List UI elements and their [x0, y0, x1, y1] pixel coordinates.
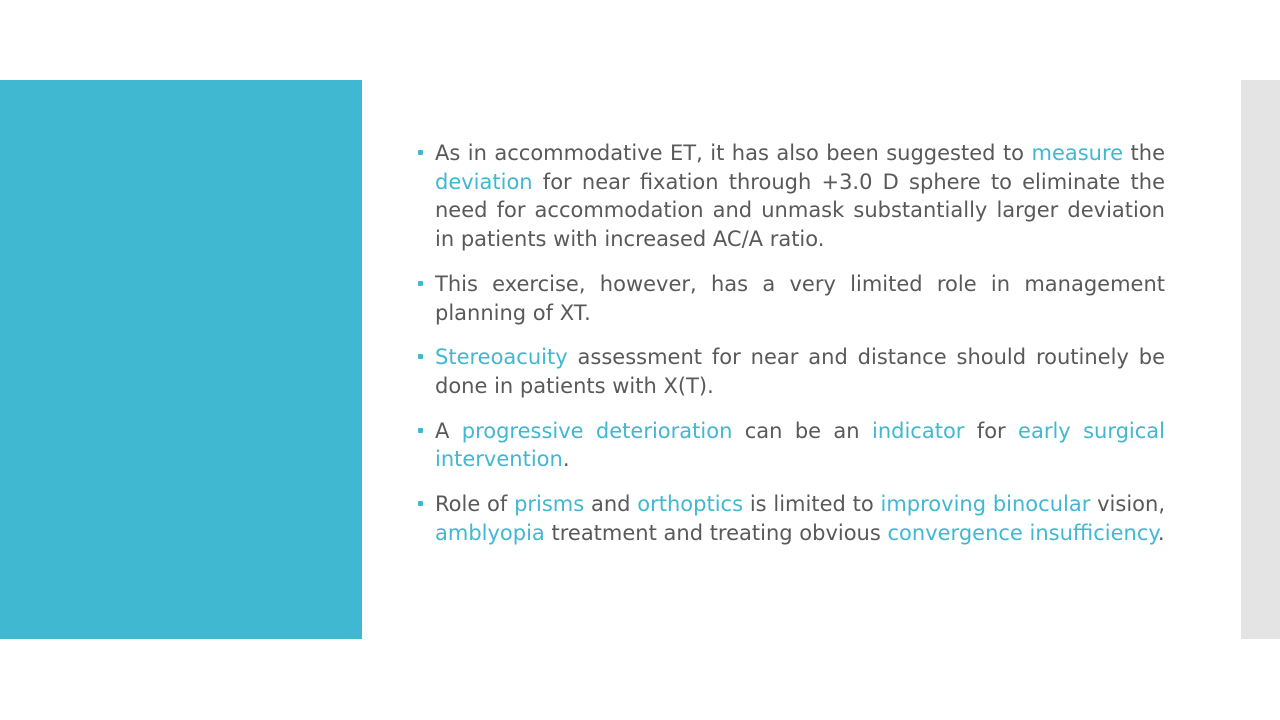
highlighted-term: prisms [514, 492, 585, 517]
bullet-text [435, 492, 1165, 545]
text-segment: treatment and treating obvious [544, 520, 888, 545]
highlighted-term: deviation [435, 169, 533, 194]
bullet-item [414, 270, 1165, 327]
highlighted-term: progressive deterioration [461, 418, 733, 443]
bullet-item [414, 417, 1165, 474]
highlighted-term: early surgical intervention [435, 418, 1166, 472]
text-segment: the [1123, 141, 1165, 165]
text-segment: can be an [732, 418, 872, 443]
bullet-item [414, 139, 1165, 254]
text-segment: . [1157, 520, 1165, 545]
accent-band [0, 80, 362, 639]
bullet-text [435, 345, 1165, 398]
highlighted-term: measure [1031, 141, 1124, 165]
bullet-text [435, 141, 1165, 251]
text-segment: vision, [1090, 492, 1165, 517]
bullet-marker-icon [414, 417, 428, 445]
text-segment: As in accommodative ET, it has also been suggested to [435, 141, 1032, 165]
bullet-item [414, 490, 1165, 547]
bullet-text [435, 419, 1165, 472]
text-segment: A [435, 418, 462, 443]
bullet-list [414, 139, 1165, 547]
text-segment: and [584, 492, 638, 517]
text-segment: assessment for near and distance should routinely be done in patients with X(T). [435, 345, 1165, 398]
text-segment: is limited to [743, 492, 881, 517]
text-segment: This exercise, however, has a very limited role in management planning of XT. [435, 271, 1165, 325]
text-segment: Role of [435, 492, 515, 517]
bullet-marker-icon [414, 343, 428, 371]
highlighted-term: convergence insufficiency [887, 520, 1158, 545]
slide-body [414, 139, 1165, 563]
bullet-text [435, 272, 1165, 325]
text-segment: for near fixation through +3.0 D sphere to eliminate the need for accommodation and unmask substantially larger deviation in patients with increased AC/A ratio. [435, 169, 1165, 252]
highlighted-term: indicator [871, 418, 965, 443]
bullet-marker-icon [414, 490, 428, 518]
text-segment: . [562, 447, 570, 472]
bullet-item [414, 343, 1165, 400]
highlighted-term: improving binocular [880, 492, 1091, 517]
highlighted-term: orthoptics [637, 492, 744, 517]
bullet-marker-icon [414, 270, 428, 298]
side-panel [1241, 80, 1280, 639]
text-segment: for [964, 418, 1019, 443]
highlighted-term: amblyopia [435, 520, 545, 545]
bullet-marker-icon [414, 139, 428, 167]
highlighted-term: Stereoacuity [435, 345, 568, 370]
